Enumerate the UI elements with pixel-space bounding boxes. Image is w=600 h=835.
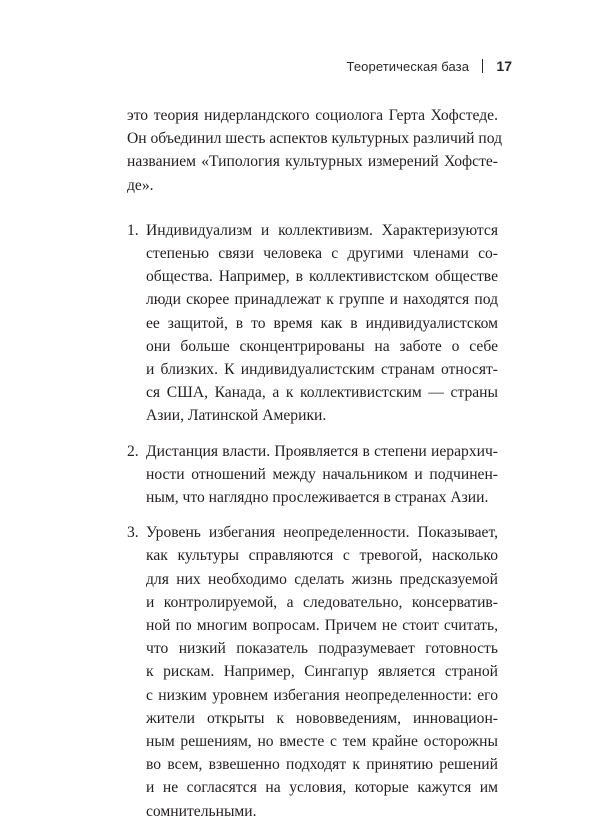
list-item-line: жители открыты к нововведениям, инновацион- <box>146 709 498 727</box>
list-item-number: 3. <box>127 524 139 542</box>
list-item-line: общества. Например, в коллективистском обществе <box>146 268 498 286</box>
list-item-line: ным, что наглядно прослеживается в странах Азии. <box>146 489 489 507</box>
list-item-line: ным решениям, но вместе с тем крайне осторожны <box>146 733 498 751</box>
list-item-line: ной по многим вопросам. Причем не стоит считать, <box>146 617 498 635</box>
list-item-number: 1. <box>127 221 139 239</box>
list-item-line: и не согласятся на условия, которые кажутся им <box>146 779 498 797</box>
list-item-line: и близких. К индивидуалистским странам относят- <box>146 361 498 379</box>
list-item-line: и контролируемой, а следовательно, консерватив- <box>146 593 498 611</box>
list-item <box>127 440 498 510</box>
list-item-line: что низкий показатель подразумевает готовность <box>146 640 498 658</box>
list-item-line: Дистанция власти. Проявляется в степени иерархич- <box>146 442 498 460</box>
list-item-line: степенью связи человека с другими членами со- <box>146 245 498 263</box>
intro-line: названием «Типология культурных измерений Хофсте- <box>127 153 498 171</box>
list-item-line: они больше сконцентрированы на заботе о себе <box>146 337 498 355</box>
list-item-line: Индивидуализм и коллективизм. Характеризуются <box>146 221 498 239</box>
list-item-line: ся США, Канада, а к коллективистским — страны <box>146 384 498 402</box>
list-item-line: как культуры справляются с тревогой, насколько <box>146 547 498 565</box>
running-head-section-title: Теоретическая база <box>346 58 470 74</box>
list-item-line: Уровень избегания неопределенности. Показывает, <box>146 524 498 542</box>
page-number: 17 <box>496 58 512 74</box>
list-item-line: Азии, Латинской Америки. <box>146 407 327 425</box>
list-item-line: во всем, взвешенно подходят к принятию решений <box>146 756 498 774</box>
hofstede-dimensions-list <box>127 219 498 823</box>
running-head-divider <box>482 59 483 73</box>
intro-line: Он объединил шесть аспектов культурных различий под <box>127 130 503 148</box>
intro-line: де». <box>127 176 154 194</box>
list-item <box>127 521 498 823</box>
page-body <box>127 104 503 835</box>
list-item <box>127 219 498 428</box>
intro-line: это теория нидерландского социолога Герта Хофстеде. <box>127 107 498 124</box>
list-item-number: 2. <box>127 442 139 460</box>
list-item-line: сомнительными. <box>146 802 257 820</box>
list-item-line: для них необходимо сделать жизнь предсказуемой <box>146 570 498 588</box>
list-item-line: к рискам. Например, Сингапур является страной <box>146 663 498 681</box>
list-item-line: ности отношений между начальником и подчинен- <box>146 465 498 483</box>
running-head <box>347 58 512 74</box>
list-item-line: ее защитой, в то время как в индивидуалистском <box>146 314 498 332</box>
list-item-line: люди скорее принадлежат к группе и находятся под <box>146 291 498 309</box>
list-item-line: с низким уровнем избегания неопределенности: его <box>146 686 498 704</box>
intro-paragraph <box>127 104 503 197</box>
